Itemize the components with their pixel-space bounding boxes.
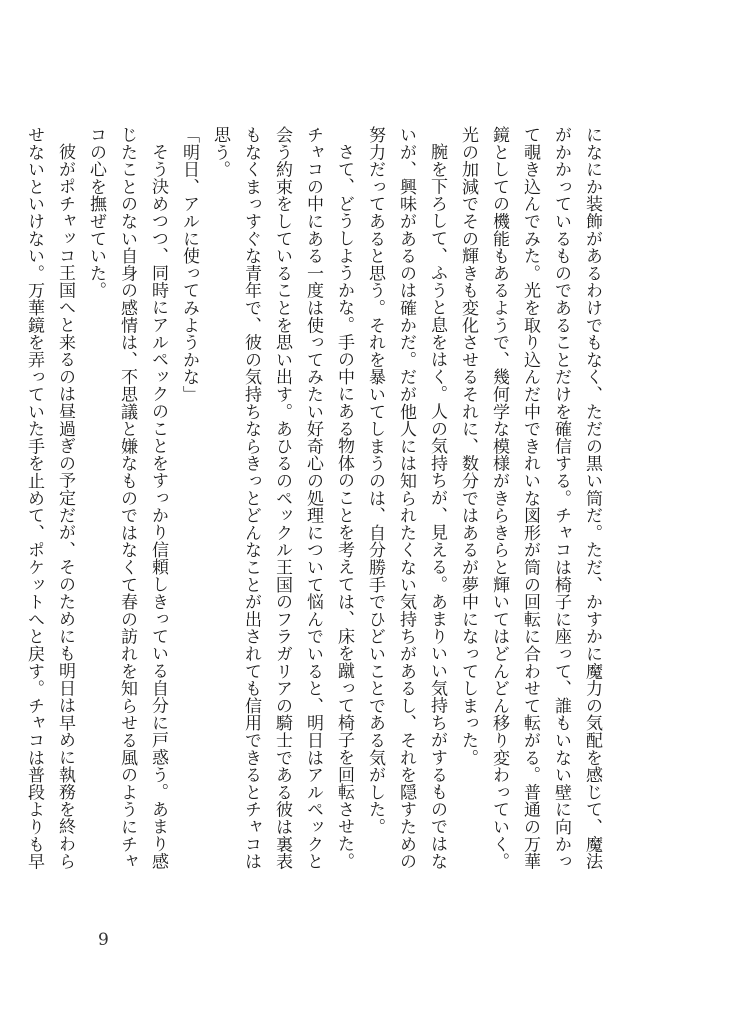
paragraph-5: そう決めつつ、同時にアルペックのことをすっかり信頼しきっている自分に戸惑う。あまり感じたことのない自身の感情は、不思議と嫌なものではなくて春の訪れを知らせる風のようにチャコの心を撫ぜていた。: [86, 126, 168, 870]
paragraph-6: 彼がポチャッコ王国へと来るのは昼過ぎの予定だが、そのためにも明日は早めに執務を終わらせないといけない。万華鏡を弄っていた手を止めて、ポケットへと戻す。チャコは普段よりも早: [24, 126, 75, 870]
paragraph-2: 腕を下ろして、ふうと息をはく。人の気持ちが、見える。あまりいい気持ちがするものではないが、興味があるのは確かだ。だが他人には知られたくない気持ちがあるし、それを隠すための努力だってあると思う。それを暴いてしまうのは、自分勝手でひどいことである気がした。: [365, 126, 447, 870]
paragraph-1: になにか装飾があるわけでもなく、ただの黒い筒だ。ただ、かすかに魔力の気配を感じて、魔法がかかっているものであることだけを確信する。チャコは椅子に座って、誰もいない壁に向かって覗き込んでみた。光を取り込んだ中できれいな図形が筒の回転に合わせて転がる。普通の万華鏡としての機能もあるようで、幾何学な模様がきらきらと輝いてはどんどん移り変わっていく。光の加減でその輝きも変化させるそれに、数分ではあるが夢中になってしまった。: [458, 126, 602, 870]
body-text: [24, 126, 607, 886]
paragraph-4-dialogue: 「明日、アルに使ってみようかな」: [179, 126, 199, 403]
paragraph-3: さて、どうしようかな。手の中にある物体のことを考えては、床を蹴って椅子を回転させた。チャコの中にある一度は使ってみたい好奇心の処理について悩んでいると、明日はアルペックと会う約束をしていることを思い出す。あひるのペックル王国のフラガリアの騎士である彼は裏表もなくまっすぐな青年で、彼の気持ちならきっとどんなことが出されても信用できるとチャコは思う。: [210, 126, 354, 870]
page-number: 9: [98, 930, 109, 950]
